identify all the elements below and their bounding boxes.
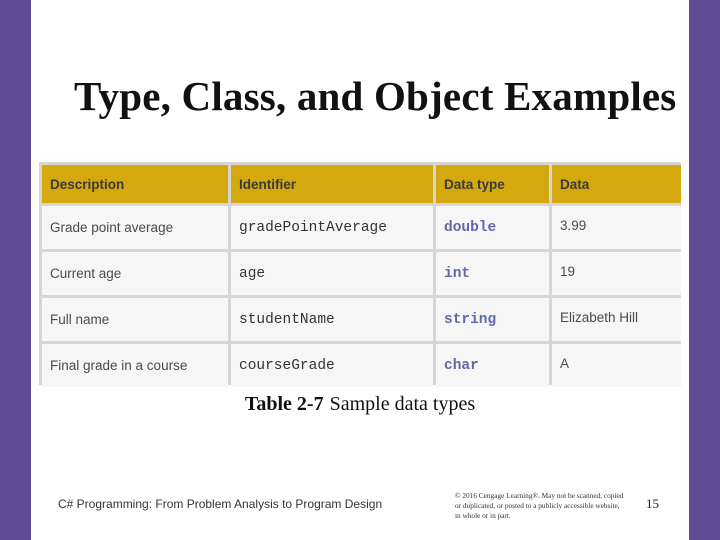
cell-data-type: char — [436, 344, 549, 387]
slide-title: Type, Class, and Object Examples — [74, 73, 677, 119]
cell-description: Current age — [42, 252, 228, 295]
cell-identifier: age — [231, 252, 433, 295]
cell-data-type: int — [436, 252, 549, 295]
footer-copyright: © 2016 Cengage Learning®. May not be scanned, copied or duplicated, or posted to a publicly accessible website, in whole or in part. — [455, 491, 624, 520]
table-caption — [0, 393, 720, 416]
cell-data-type: string — [436, 298, 549, 341]
table-row — [42, 344, 681, 387]
cell-data-type: double — [436, 206, 549, 249]
cell-description: Final grade in a course — [42, 344, 228, 387]
table-header-row — [42, 165, 681, 203]
cell-identifier: gradePointAverage — [231, 206, 433, 249]
header-identifier: Identifier — [231, 165, 433, 203]
header-data: Data — [552, 165, 681, 203]
header-description: Description — [42, 165, 228, 203]
cell-data: 3.99 — [552, 206, 681, 249]
cell-data: 19 — [552, 252, 681, 295]
data-types-table — [39, 162, 684, 390]
cell-identifier: studentName — [231, 298, 433, 341]
cell-data: Elizabeth Hill — [552, 298, 681, 341]
cell-description: Grade point average — [42, 206, 228, 249]
data-types-table-container — [39, 162, 681, 385]
table-row — [42, 298, 681, 341]
cell-identifier: courseGrade — [231, 344, 433, 387]
header-data-type: Data type — [436, 165, 549, 203]
table-row — [42, 252, 681, 295]
table-row — [42, 206, 681, 249]
left-accent-bar — [0, 0, 31, 540]
page-number: 15 — [646, 496, 659, 511]
table-caption-number: Table 2-7 — [244, 393, 324, 415]
cell-description: Full name — [42, 298, 228, 341]
footer-book-title: C# Programming: From Problem Analysis to Program Design — [58, 497, 383, 511]
table-caption-text: Sample data types — [329, 393, 476, 415]
right-accent-bar — [689, 0, 720, 540]
cell-data: A — [552, 344, 681, 387]
